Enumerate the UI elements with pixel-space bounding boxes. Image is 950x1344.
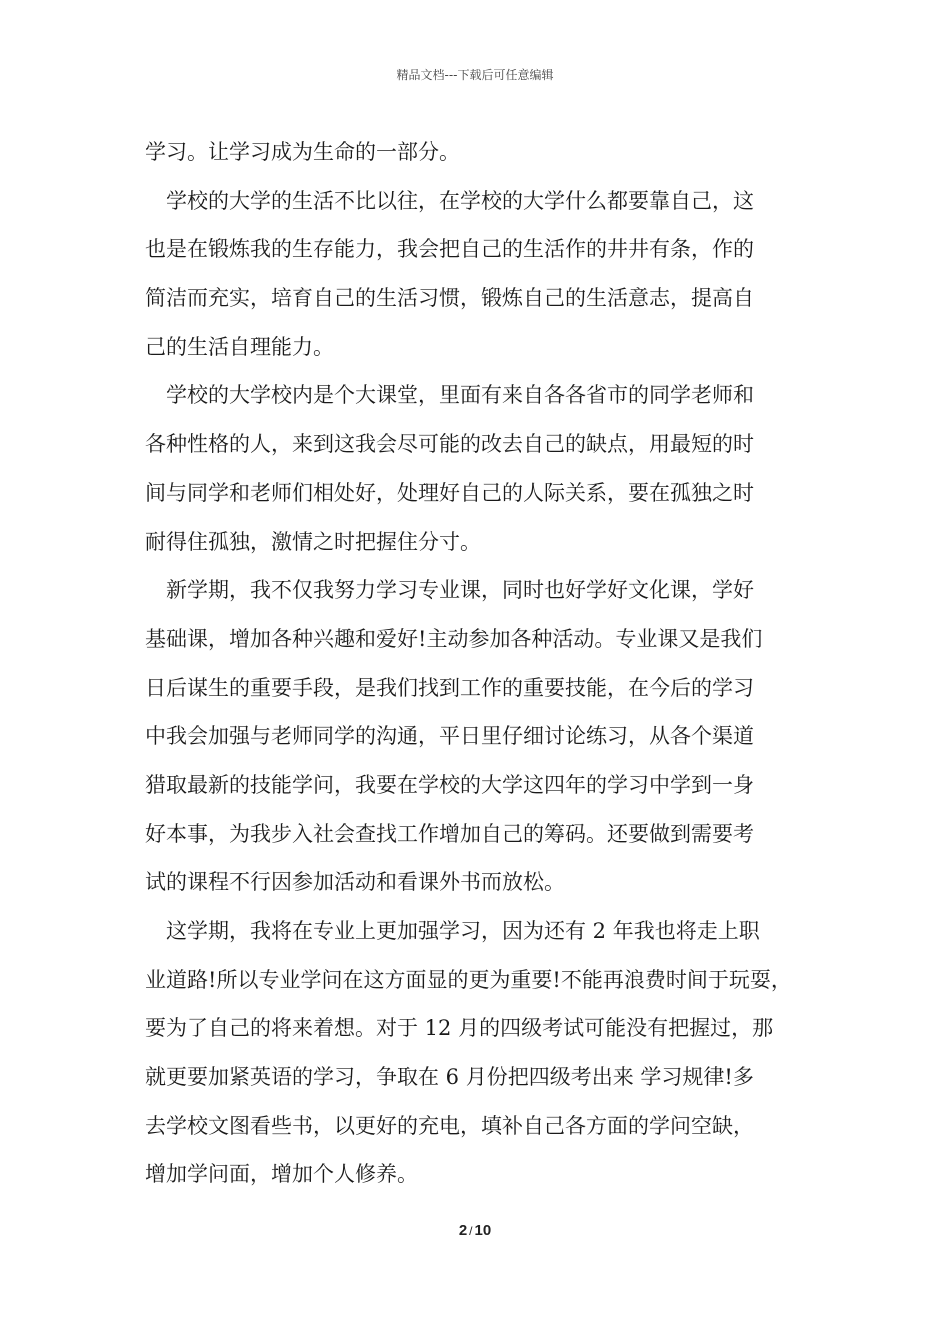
paragraph — [145, 371, 810, 566]
page-header: 精品文档---下载后可任意编辑 — [396, 68, 554, 82]
text-line: 就更要加紧英语的学习，争取在 6 月份把四级考出来 学习规律!多 — [145, 1065, 754, 1090]
text-line: 新学期，我不仅我努力学习专业课，同时也好学好文化课，学好 — [166, 578, 754, 603]
paragraph — [145, 128, 810, 177]
text-line: 耐得住孤独，激情之时把握住分寸。 — [145, 529, 481, 554]
page-separator: / — [469, 1224, 473, 1238]
paragraph — [145, 907, 810, 1199]
text-line: 学校的大学的生活不比以往，在学校的大学什么都要靠自己，这 — [166, 188, 754, 213]
text-line: 这学期，我将在专业上更加强学习，因为还有 2 年我也将走上职 — [166, 919, 760, 943]
text-line: 基础课，增加各种兴趣和爱好!主动参加各种活动。专业课又是我们 — [145, 626, 763, 651]
text-line: 要为了自己的将来着想。对于 12 月的四级考试可能没有把握过，那 — [145, 1016, 774, 1041]
text-line: 各种性格的人，来到这我会尽可能的改去自己的缺点，用最短的时 — [145, 432, 754, 457]
page-number — [0, 1222, 950, 1239]
text-line: 学习。让学习成为生命的一部分。 — [145, 140, 460, 164]
text-line: 中我会加强与老师同学的沟通，平日里仔细讨论练习，从各个渠道 — [145, 724, 754, 749]
text-line: 增加学问面，增加个人修养。 — [145, 1162, 418, 1187]
text-line: 间与同学和老师们相处好，处理好自己的人际关系，要在孤独之时 — [145, 480, 754, 505]
document-body — [145, 128, 810, 1199]
text-line: 学校的大学校内是个大课堂，里面有来自各各省市的同学老师和 — [166, 383, 754, 408]
text-line: 试的课程不行因参加活动和看课外书而放松。 — [145, 870, 565, 895]
text-line: 己的生活自理能力。 — [145, 334, 334, 359]
text-line: 去学校文图看些书，以更好的充电，填补自己各方面的学问空缺， — [145, 1113, 754, 1138]
paragraph — [145, 177, 810, 372]
current-page-number: 2 — [458, 1222, 468, 1239]
text-line: 业道路!所以专业学问在这方面显的更为重要!不能再浪费时间于玩耍， — [145, 967, 792, 992]
text-line: 好本事，为我步入社会查找工作增加自己的筹码。还要做到需要考 — [145, 821, 754, 846]
text-line: 猎取最新的技能学问，我要在学校的大学这四年的学习中学到一身 — [145, 772, 754, 797]
paragraph — [145, 566, 810, 907]
text-line: 日后谋生的重要手段，是我们找到工作的重要技能，在今后的学习 — [145, 675, 754, 700]
text-line: 简洁而充实，培育自己的生活习惯，锻炼自己的生活意志，提高自 — [145, 286, 754, 311]
total-page-count: 10 — [474, 1222, 492, 1239]
text-line: 也是在锻炼我的生存能力，我会把自己的生活作的井井有条，作的 — [145, 237, 754, 262]
